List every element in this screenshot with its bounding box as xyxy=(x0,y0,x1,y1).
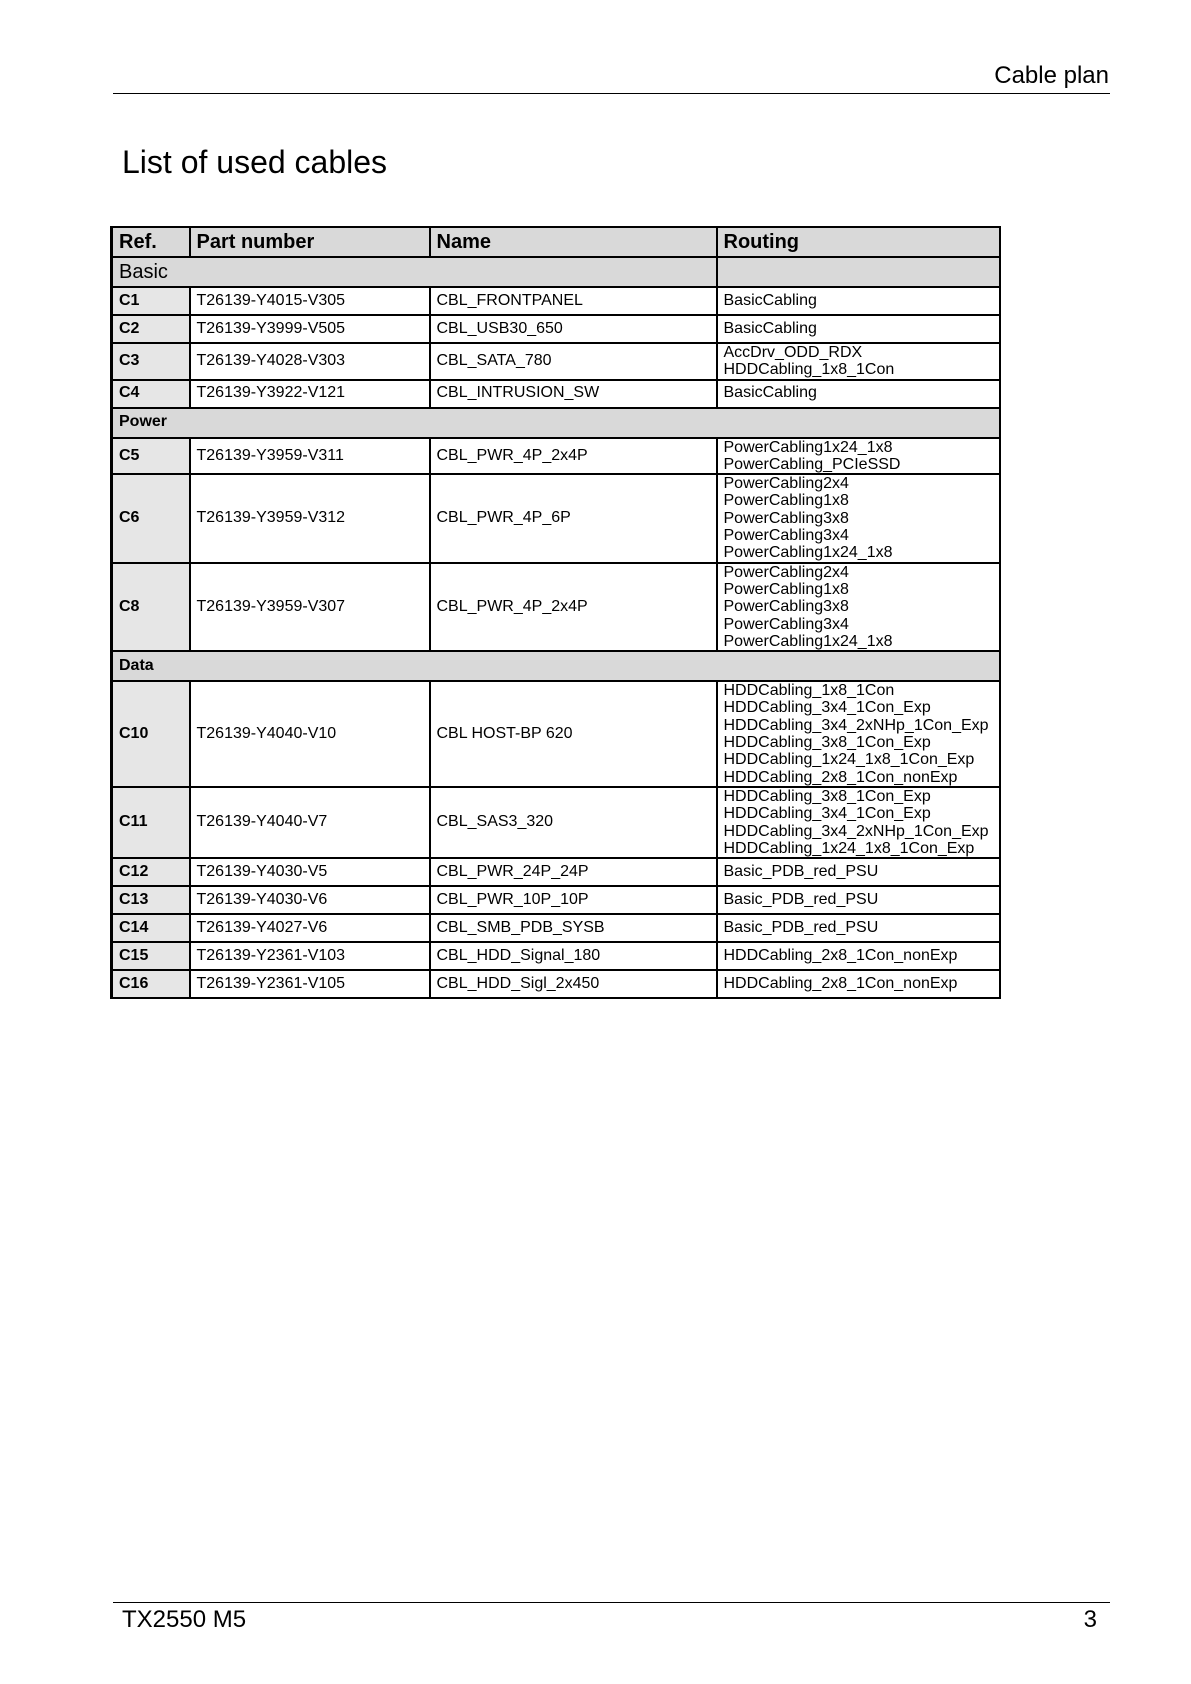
table-row xyxy=(112,970,1000,998)
cell-name: CBL_PWR_4P_2x4P xyxy=(430,563,717,652)
cell-routing xyxy=(717,563,1000,652)
cell-ref: C16 xyxy=(112,970,190,998)
table-body xyxy=(112,257,1000,998)
cell-ref: C10 xyxy=(112,681,190,787)
page-title: List of used cables xyxy=(122,144,388,180)
cell-ref: C3 xyxy=(112,343,190,380)
routing-line: PowerCabling_PCIeSSD xyxy=(723,455,901,473)
cell-ref: C2 xyxy=(112,315,190,343)
routing-line: PowerCabling1x8 xyxy=(723,492,849,510)
cell-part-number: T26139-Y4028-V303 xyxy=(190,343,430,380)
cell-routing xyxy=(717,858,1000,886)
column-header-routing: Routing xyxy=(717,227,1000,257)
table-row xyxy=(112,380,1000,408)
routing-line: HDDCabling_3x4_2xNHp_1Con_Exp xyxy=(723,716,989,734)
cell-routing xyxy=(717,474,1000,563)
table-row xyxy=(112,681,1000,787)
routing-line: HDDCabling_2x8_1Con_nonExp xyxy=(723,974,958,992)
cell-name: CBL_HDD_Signal_180 xyxy=(430,942,717,970)
section-row xyxy=(112,257,1000,287)
routing-line: BasicCabling xyxy=(723,291,817,309)
page-header-title: Cable plan xyxy=(994,62,1109,89)
footer-model: TX2550 M5 xyxy=(122,1606,247,1633)
cell-name: CBL_PWR_4P_2x4P xyxy=(430,438,717,475)
section-title: Data xyxy=(112,651,1000,681)
routing-line: HDDCabling_1x24_1x8_1Con_Exp xyxy=(723,751,975,769)
routing-line: HDDCabling_2x8_1Con_nonExp xyxy=(723,768,958,786)
cell-ref: C4 xyxy=(112,380,190,408)
cell-part-number: T26139-Y4030-V6 xyxy=(190,886,430,914)
table-row xyxy=(112,474,1000,563)
routing-line: HDDCabling_2x8_1Con_nonExp xyxy=(723,946,958,964)
cell-ref: C12 xyxy=(112,858,190,886)
table-row xyxy=(112,858,1000,886)
cell-routing xyxy=(717,315,1000,343)
cell-routing xyxy=(717,681,1000,787)
cell-part-number: T26139-Y3959-V311 xyxy=(190,438,430,475)
cell-part-number: T26139-Y4027-V6 xyxy=(190,914,430,942)
cell-routing xyxy=(717,343,1000,380)
cell-name: CBL_PWR_10P_10P xyxy=(430,886,717,914)
routing-line: PowerCabling2x4 xyxy=(723,475,849,493)
routing-line: HDDCabling_3x4_1Con_Exp xyxy=(723,699,931,717)
table-row xyxy=(112,438,1000,475)
cell-ref: C8 xyxy=(112,563,190,652)
cell-part-number: T26139-Y3922-V121 xyxy=(190,380,430,408)
cell-name: CBL_FRONTPANEL xyxy=(430,287,717,315)
table-row xyxy=(112,343,1000,380)
cell-routing xyxy=(717,380,1000,408)
routing-line: PowerCabling3x4 xyxy=(723,527,849,545)
cell-name: CBL_PWR_4P_6P xyxy=(430,474,717,563)
routing-line: Basic_PDB_red_PSU xyxy=(723,862,879,880)
cell-ref: C6 xyxy=(112,474,190,563)
cell-part-number: T26139-Y2361-V105 xyxy=(190,970,430,998)
cell-routing xyxy=(717,914,1000,942)
cell-routing xyxy=(717,970,1000,998)
cell-ref: C11 xyxy=(112,787,190,858)
cell-routing xyxy=(717,287,1000,315)
cell-routing xyxy=(717,787,1000,858)
cell-part-number: T26139-Y3959-V312 xyxy=(190,474,430,563)
table-row xyxy=(112,315,1000,343)
routing-line: Basic_PDB_red_PSU xyxy=(723,918,879,936)
page-number: 3 xyxy=(1083,1606,1097,1633)
routing-line: PowerCabling1x24_1x8 xyxy=(723,544,893,562)
section-empty-cell xyxy=(717,257,1000,287)
cell-part-number: T26139-Y3959-V307 xyxy=(190,563,430,652)
column-header-name: Name xyxy=(430,227,717,257)
routing-line: HDDCabling_3x8_1Con_Exp xyxy=(723,734,931,752)
routing-line: PowerCabling1x8 xyxy=(723,580,849,598)
routing-line: HDDCabling_3x8_1Con_Exp xyxy=(723,787,931,805)
cell-part-number: T26139-Y4030-V5 xyxy=(190,858,430,886)
table-row xyxy=(112,787,1000,858)
routing-line: HDDCabling_3x4_2xNHp_1Con_Exp xyxy=(723,822,989,840)
table-header-row xyxy=(112,227,1000,257)
routing-line: HDDCabling_1x8_1Con xyxy=(723,682,895,700)
routing-line: HDDCabling_3x4_1Con_Exp xyxy=(723,805,931,823)
cell-part-number: T26139-Y4040-V10 xyxy=(190,681,430,787)
routing-line: Basic_PDB_red_PSU xyxy=(723,890,879,908)
cell-ref: C1 xyxy=(112,287,190,315)
table-row xyxy=(112,886,1000,914)
cell-name: CBL_SAS3_320 xyxy=(430,787,717,858)
cell-ref: C5 xyxy=(112,438,190,475)
cell-name: CBL_HDD_Sigl_2x450 xyxy=(430,970,717,998)
column-header-ref: Ref. xyxy=(112,227,190,257)
routing-line: PowerCabling3x8 xyxy=(723,509,849,527)
section-title: Power xyxy=(112,408,1000,438)
footer-rule xyxy=(113,1602,1110,1603)
routing-line: HDDCabling_1x24_1x8_1Con_Exp xyxy=(723,839,975,857)
cell-part-number: T26139-Y2361-V103 xyxy=(190,942,430,970)
cable-table xyxy=(110,226,1001,999)
table-row xyxy=(112,287,1000,315)
cell-name: CBL_PWR_24P_24P xyxy=(430,858,717,886)
section-row xyxy=(112,408,1000,438)
cell-name: CBL_INTRUSION_SW xyxy=(430,380,717,408)
cell-routing xyxy=(717,438,1000,475)
routing-line: PowerCabling1x24_1x8 xyxy=(723,632,893,650)
routing-line: PowerCabling1x24_1x8 xyxy=(723,438,893,456)
table-row xyxy=(112,563,1000,652)
table-row xyxy=(112,914,1000,942)
cell-routing xyxy=(717,942,1000,970)
section-title: Basic xyxy=(112,257,717,287)
table-row xyxy=(112,942,1000,970)
cell-ref: C14 xyxy=(112,914,190,942)
cell-part-number: T26139-Y3999-V505 xyxy=(190,315,430,343)
routing-line: PowerCabling3x4 xyxy=(723,615,849,633)
cell-part-number: T26139-Y4040-V7 xyxy=(190,787,430,858)
routing-line: PowerCabling2x4 xyxy=(723,563,849,581)
routing-line: BasicCabling xyxy=(723,319,817,337)
cell-part-number: T26139-Y4015-V305 xyxy=(190,287,430,315)
cell-routing xyxy=(717,886,1000,914)
cell-name: CBL HOST-BP 620 xyxy=(430,681,717,787)
cell-ref: C13 xyxy=(112,886,190,914)
cell-ref: C15 xyxy=(112,942,190,970)
column-header-part-number: Part number xyxy=(190,227,430,257)
section-row xyxy=(112,651,1000,681)
cell-name: CBL_SMB_PDB_SYSB xyxy=(430,914,717,942)
cell-name: CBL_SATA_780 xyxy=(430,343,717,380)
routing-line: HDDCabling_1x8_1Con xyxy=(723,361,895,379)
cell-name: CBL_USB30_650 xyxy=(430,315,717,343)
routing-line: AccDrv_ODD_RDX xyxy=(723,344,863,361)
routing-line: BasicCabling xyxy=(723,384,817,402)
routing-line: PowerCabling3x8 xyxy=(723,598,849,616)
header-rule xyxy=(113,93,1110,94)
